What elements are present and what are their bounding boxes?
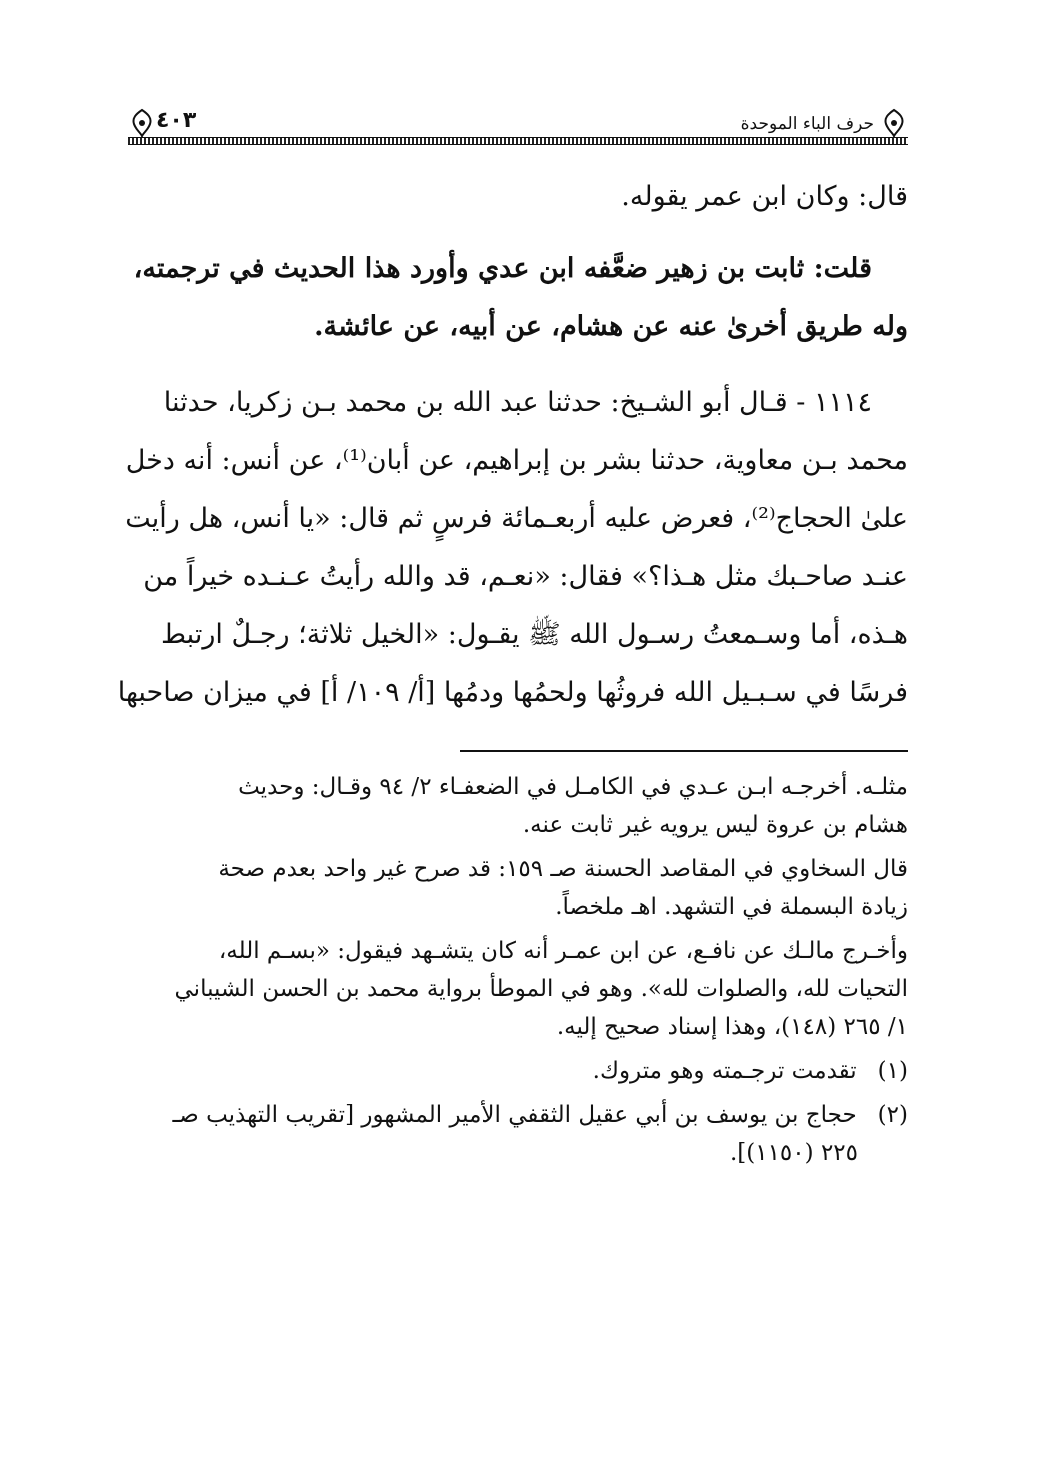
text-line: وله طريق أخرىٰ عنه عن هشام، عن أبيه، عن عائشة.: [314, 311, 908, 342]
footnote-text: تقدمت ترجـمته وهو متروك.: [592, 1058, 857, 1084]
footnote-1: [128, 1052, 908, 1090]
paragraph-1: [128, 168, 908, 226]
page-number: ٤٠٣: [156, 108, 197, 133]
footnote-continuation: [128, 932, 908, 1046]
footnote-line: وأخـرج مالـك عن نافـع، عن ابن عمـر أنه كان يتشـهد فيقول: «بسـم الله،: [218, 938, 908, 964]
text-line: هـذه، أما وسـمعتُ رسـول الله ﷺ يقـول: «الخيل ثلاثة؛ رجـلٌ ارتبط: [161, 619, 908, 650]
page-header: [128, 104, 908, 146]
footnote-separator: [460, 750, 908, 752]
paragraph-3: [117, 374, 908, 722]
footnote-2: [128, 1096, 908, 1172]
header-rule: [128, 137, 908, 145]
footnote-line: هشام بن عروة ليس يرويه غير ثابت عنه.: [522, 812, 908, 838]
footnote-line: قال السخاوي في المقاصد الحسنة صـ ١٥٩: قد صرح غير واحد بعدم صحة: [218, 856, 908, 882]
footnote-number: (٢): [877, 1102, 908, 1128]
ornament-icon: [880, 108, 908, 138]
ornament-icon: [128, 108, 156, 138]
running-title: حرف الباء الموحدة: [740, 114, 874, 134]
text-line: ١١١٤ - قـال أبو الشـيخ: حدثنا عبد الله بن محمد بـن زكريا، حدثنا: [163, 387, 872, 418]
text-line: فرسًا في سـبـيل الله فروثُها ولحمُها ودمُها [أ/ ١٠٩/ أ] في ميزان صاحبها: [117, 677, 908, 708]
text-line: قال: وكان ابن عمر يقوله.: [621, 181, 908, 212]
footnote-line: التحيات لله، والصلوات لله». وهو في الموطأ برواية محمد بن الحسن الشيباني: [174, 976, 908, 1002]
footnote-line: مثلـه. أخرجـه ابـن عـدي في الكامـل في الضعفـاء ٢/ ٩٤ وقـال: وحديث: [238, 774, 908, 800]
footnote-line: ١/ ٢٦٥ (١٤٨)، وهذا إسناد صحيح إليه.: [556, 1014, 908, 1040]
paragraph-2: [128, 240, 908, 356]
text-line: عنـد صاحـبك مثل هـذا؟» فقال: «نعـم، قد والله رأيتُ عـنـده خيراً من: [143, 561, 908, 592]
footnote-line: زيادة البسملة في التشهد. اهـ ملخصاً.: [555, 894, 908, 920]
text-line: علىٰ الحجاج⁽²⁾، فعرض عليه أربعـمائة فرسٍ ثم قال: «يا أنس، هل رأيت: [125, 503, 908, 534]
footnote-text: حجاج بن يوسف بن أبي عقيل الثقفي الأمير المشهور [تقريب التهذيب صـ: [172, 1102, 857, 1128]
footnote-line: ٢٢٥ (١١٥٠)].: [729, 1140, 858, 1166]
footnote-number: (١): [877, 1058, 908, 1084]
text-line: قلت: ثابت بن زهير ضعَّفه ابن عدي وأورد هذا الحديث في ترجمته،: [133, 253, 872, 284]
footnote-continuation: [128, 768, 908, 844]
footnotes: [128, 768, 908, 1178]
text-line: محمد بـن معاوية، حدثنا بشر بن إبراهيم، عن أبان⁽¹⁾، عن أنس: أنه دخل: [125, 445, 908, 476]
footnote-continuation: [128, 850, 908, 926]
